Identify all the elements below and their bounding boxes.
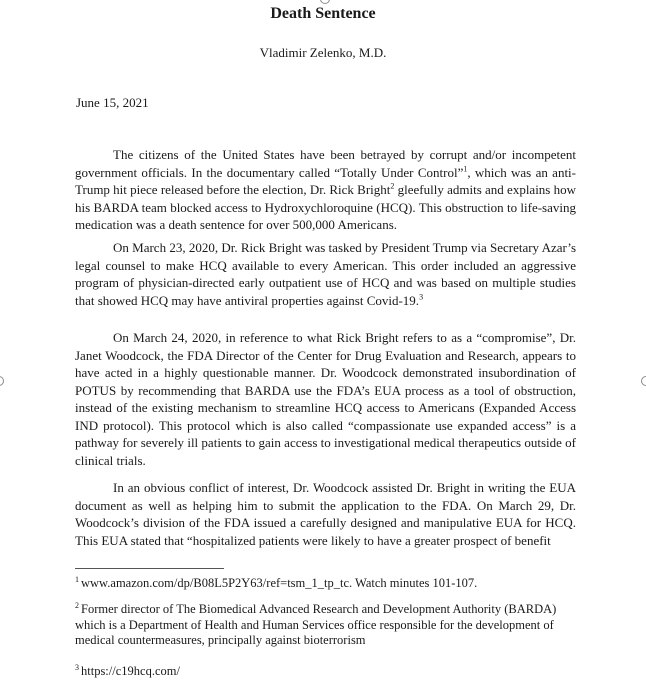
document-title: Death Sentence (270, 5, 376, 22)
resize-handle-right[interactable] (641, 376, 646, 386)
document-author: Vladimir Zelenko, M.D. (259, 45, 387, 60)
footnote-separator (75, 568, 224, 569)
document-date: June 15, 2021 (76, 95, 149, 110)
resize-handle-left[interactable] (0, 376, 4, 386)
footnote-3 (75, 664, 575, 680)
footnote-mark: 1 (75, 574, 79, 584)
paragraph-4: In an obvious conflict of interest, Dr. Woodcock assisted Dr. Bright in writing the EUA document as well as helping him to submit the application to the FDA. On March 29, Dr. Woodcock’s division of the FDA issued a carefully designed and manipulative EUA for HCQ. This EUA stated that “hospitalized patients were likely to have a greater prospect of benefit (75, 480, 576, 548)
footnote-ref-2[interactable]: 2 (390, 181, 395, 191)
paragraph-2 (75, 239, 576, 309)
paragraph-3: On March 24, 2020, in reference to what Rick Bright refers to as a “compromise”, Dr. Janet Woodcock, the FDA Director of the Center for Drug Evaluation and Research, appears to have acted in a highly questionable manner. Dr. Woodcock demonstrated insubordination of POTUS by recommending that BARDA use the FDA’s EUA process as a tool of obstruction, instead of the existing mechanism to streamline HCQ access to Americans (Expanded Access IND protocol). This protocol which is also called “compassionate use expanded access” is a pathway for severely ill patients to gain access to investigational medical therapeutics outside of clinical trials. (75, 330, 576, 468)
footnote-mark: 2 (75, 600, 79, 610)
footnote-1 (75, 576, 575, 592)
paragraph-text: On March 23, 2020, Dr. Rick Bright was tasked by President Trump via Secretary Azar’s legal counsel to make HCQ available to every American. This order included an aggressive program of physician-directed early outpatient use of HCQ and was based on multiple studies that showed HCQ may have antiviral properties against Covid-19. (75, 240, 576, 308)
footnote-ref-1[interactable]: 1 (463, 164, 468, 174)
footnote-ref-3[interactable]: 3 (419, 292, 424, 302)
paragraph-1 (75, 146, 576, 234)
footnote-2 (75, 602, 575, 649)
footnote-link[interactable]: https://c19hcq.com/ (81, 664, 180, 678)
footnote-text: Former director of The Biomedical Advanced Research and Development Authority (BARDA) which is a Department of Health and Human Services office responsible for the development of medical countermeasures, principally against bioterrorism (75, 602, 557, 647)
footnote-text: www.amazon.com/dp/B08L5P2Y63/ref=tsm_1_tp_tc. Watch minutes 101-107. (81, 576, 478, 590)
paragraph-text: gleefully admits and explains how his BARDA team blocked access to Hydroxychloroquine (HCQ). This obstruction to life-saving medication was a death sentence for over 500,000 Americans. (75, 182, 577, 232)
footnote-mark: 3 (75, 662, 79, 672)
paragraph-text: , which was an anti-Trump hit piece released before the election, Dr. Rick Bright (75, 164, 576, 197)
paragraph-text: The citizens of the United States have been betrayed by corrupt and/or incompetent government officials. In the documentary called “Totally Under Control” (75, 147, 576, 180)
